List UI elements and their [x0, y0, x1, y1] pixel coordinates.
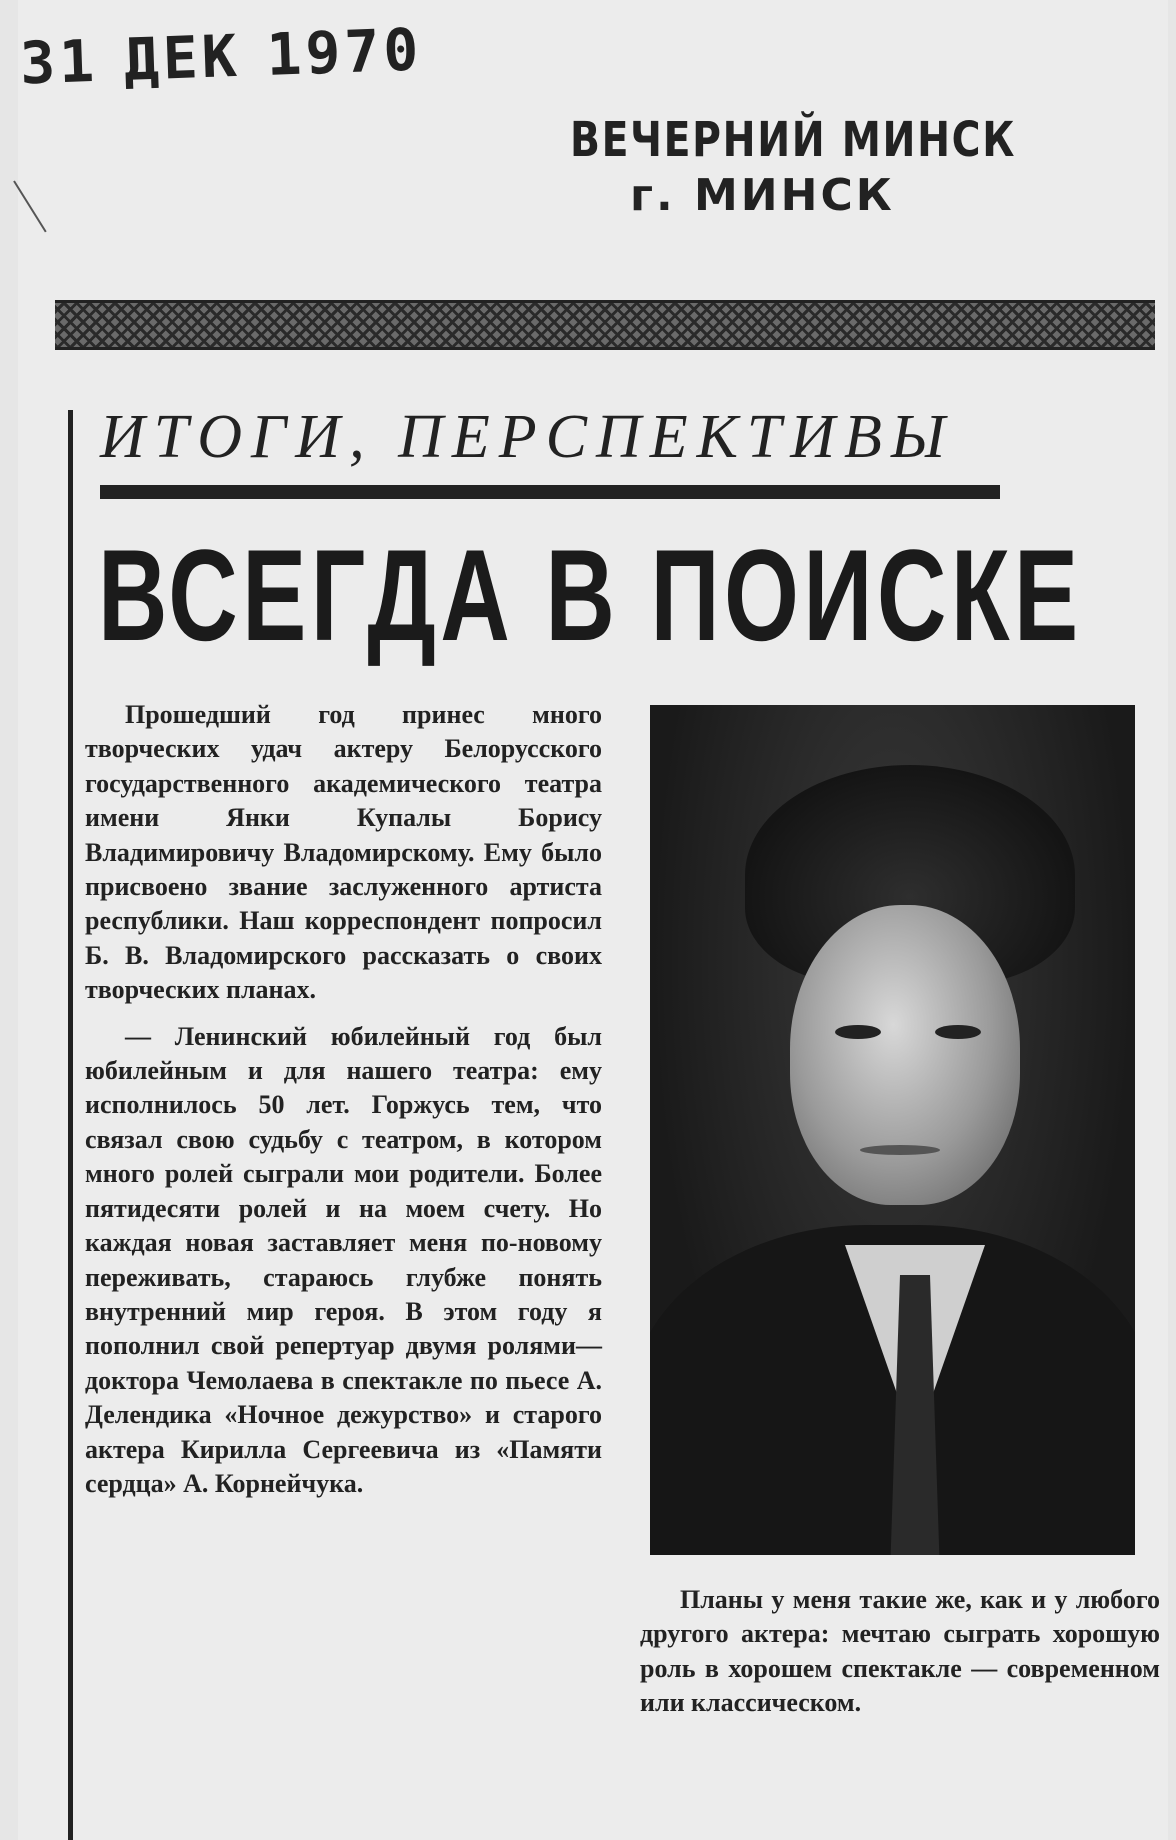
- closing-paragraph: Планы у меня такие же, как и у любого другого актера: мечтаю сыграть хорошую роль в хорошем спектакле — современном или классическом.: [640, 1585, 1160, 1718]
- article-headline: ВСЕГДА В ПОИСКЕ: [98, 522, 1083, 668]
- ornamental-border: [55, 300, 1155, 350]
- article-column-right: [640, 1583, 1160, 1721]
- article-column-left: [85, 698, 602, 1501]
- column-rule: [68, 410, 73, 1840]
- intro-paragraph: Прошедший год принес много творческих удач актеру Белорусского государственного академического театра имени Янки Купалы Борису Владимировичу Владомирскому. Ему было присвоено звание заслуженного артиста республики. Наш корреспондент попросил Б. В. Владомирского рассказать о своих творческих планах.: [85, 700, 602, 1005]
- photo-face: [790, 905, 1020, 1205]
- stamp-city: г. МИНСК: [630, 170, 895, 221]
- stamp-year: 1970: [265, 15, 424, 89]
- photo-mouth: [860, 1145, 940, 1155]
- portrait-photo: [650, 705, 1135, 1555]
- stamp-newspaper-name: ВЕЧЕРНИЙ МИНСК: [570, 112, 1017, 168]
- photo-eye: [835, 1025, 881, 1039]
- stamp-month: ДЕК: [122, 21, 242, 94]
- source-stamp: [570, 112, 1114, 221]
- rubric-title: ИТОГИ, ПЕРСПЕКТИВЫ: [100, 403, 954, 471]
- photo-eye: [935, 1025, 981, 1039]
- stamp-day: 31: [18, 26, 100, 98]
- interview-paragraph: — Ленинский юбилейный год был юбилейным и для нашего театра: ему исполнилось 50 лет. Горжусь тем, что связал свою судьбу с театром, в котором много ролей сыграли мои родители. Более пятидесяти ролей и на моем счету. Но каждая новая заставляет меня по-новому переживать, стараюсь глубже понять внутренний мир героя. В этом году я пополнил свой репертуар двумя ролями—доктора Чемолаева в спектакле по пьесе А. Делендика «Ночное дежурство» и старого актера Кирилла Сергеевича из «Памяти сердца» А. Корнейчука.: [85, 1021, 602, 1498]
- rubric-underline: [100, 485, 1000, 499]
